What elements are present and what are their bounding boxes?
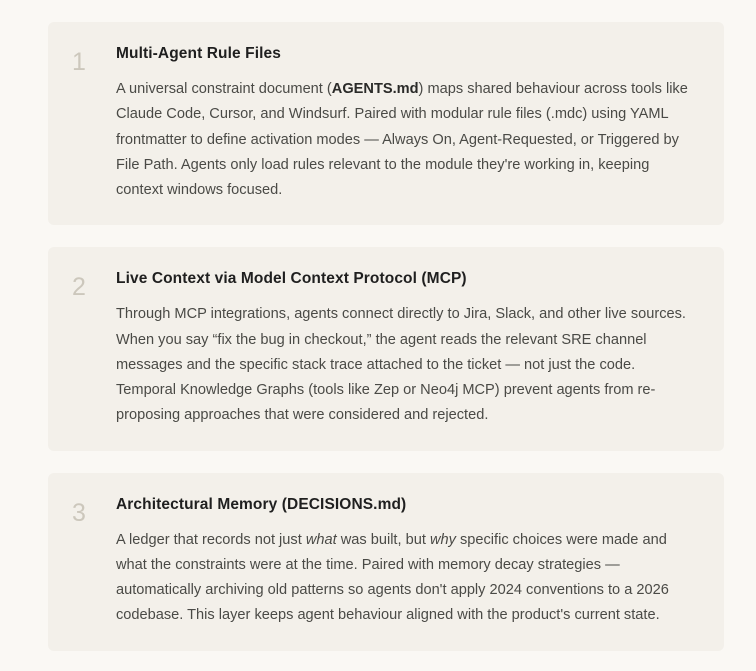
item-title: Architectural Memory (DECISIONS.md) bbox=[116, 495, 407, 513]
item-number: 2 bbox=[72, 273, 86, 302]
item-text: A ledger that records not just what was built, but why specific choices were made and what the constraints were at the time. Paired with memory decay strategies — automatically archiving old patterns so agents don't apply 2024 conventions to a 2026 codebase. This layer keeps agent behaviour aligned with the product's current state. bbox=[116, 531, 669, 624]
item-content bbox=[116, 44, 698, 203]
item-number: 3 bbox=[72, 498, 86, 527]
item-number: 1 bbox=[72, 48, 86, 76]
list-item bbox=[48, 473, 724, 651]
item-content bbox=[116, 495, 698, 629]
item-content bbox=[116, 269, 698, 428]
item-text: Through MCP integrations, agents connect directly to Jira, Slack, and other live sources. When you say “fix the bug in checkout,” the agent reads the relevant SRE channel messages and the specific stack trace attached to the ticket — not just the code. Temporal Knowledge Graphs (tools like Zep or Neo4j MCP) prevent agents from re-proposing approaches that were considered and rejected. bbox=[116, 306, 686, 424]
list-item bbox=[48, 247, 724, 450]
item-title: Multi-Agent Rule Files bbox=[116, 45, 281, 62]
item-title: Live Context via Model Context Protocol (MCP) bbox=[116, 270, 467, 288]
list-item bbox=[48, 22, 724, 225]
item-text: A universal constraint document (AGENTS.md) maps shared behaviour across tools like Claude Code, Cursor, and Windsurf. Paired with modular rule files (.mdc) using YAML frontmatter to define activation modes — Always On, Agent-Requested, or Triggered by File Path. Agents only load rules relevant to the module they're working in, keeping context windows focused. bbox=[116, 81, 688, 199]
